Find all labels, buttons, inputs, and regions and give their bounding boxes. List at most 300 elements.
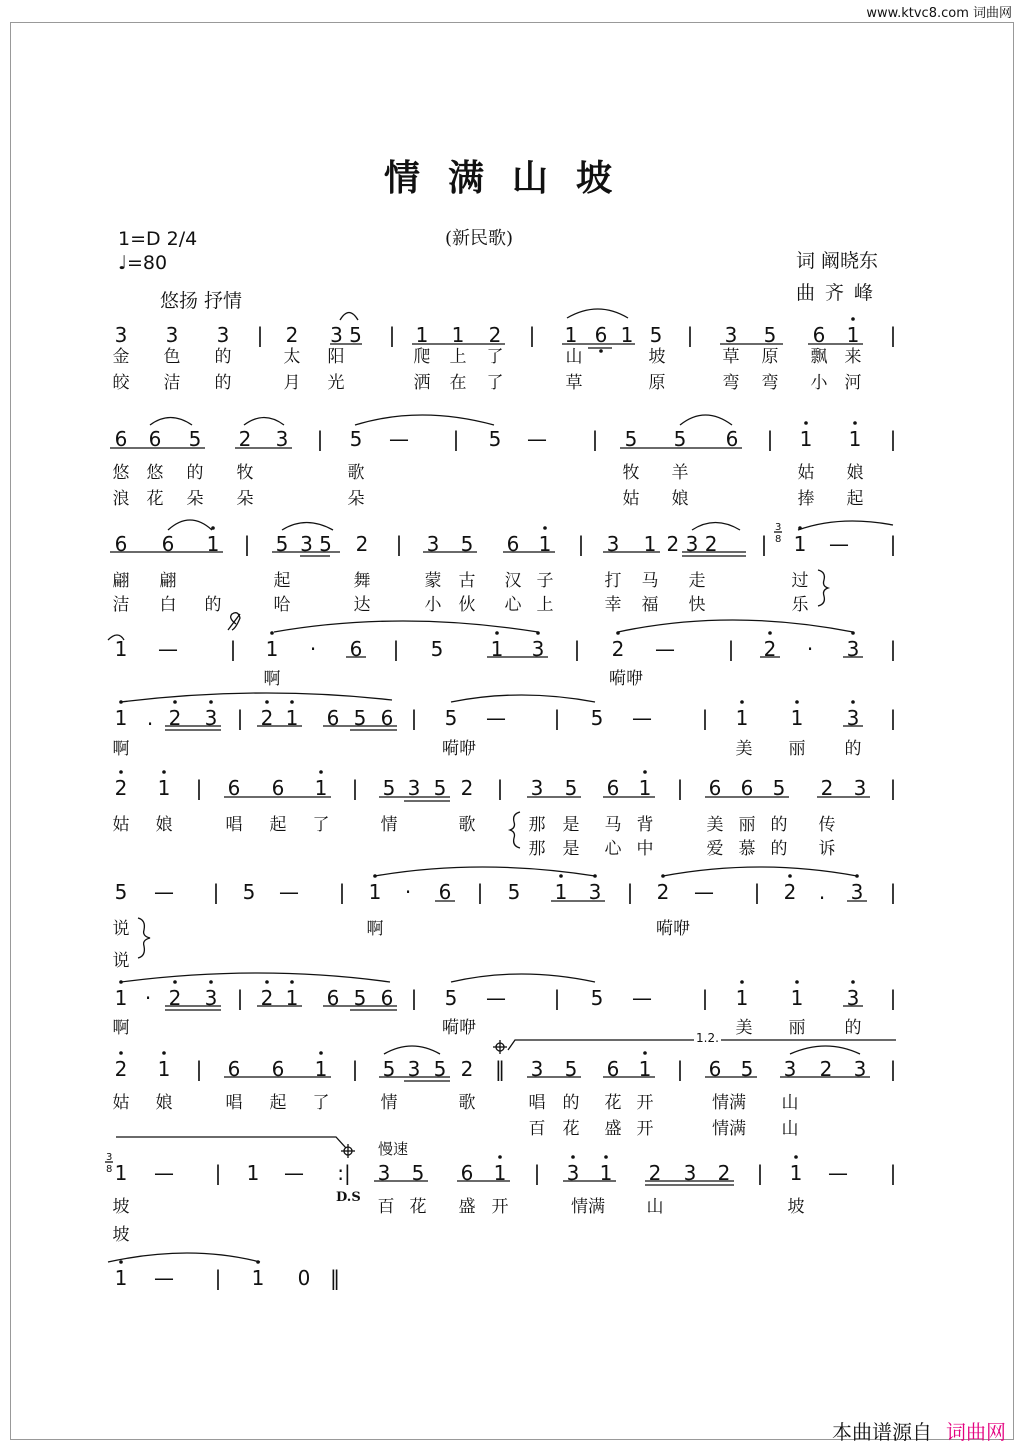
brace — [818, 570, 828, 606]
lyric-syllable: 翩 — [112, 571, 130, 591]
lyric-syllable: 牧 — [622, 463, 640, 483]
lyric-syllable: 盛 — [458, 1197, 476, 1217]
note: 1 — [793, 532, 807, 556]
note: — — [389, 427, 409, 451]
lyric-syllable: 中 — [636, 839, 654, 859]
lyric-syllable: 过 — [791, 571, 809, 591]
note: 6 — [271, 1057, 285, 1081]
note: 6 — [227, 1057, 241, 1081]
lyric-syllable: 丽 — [738, 815, 756, 835]
lyric-syllable: 起 — [269, 815, 287, 835]
coda-line — [116, 1137, 346, 1148]
note: 6 — [725, 427, 739, 451]
lyric-syllable: 嗬咿 — [609, 669, 643, 689]
lyric-syllable: 坡 — [112, 1197, 130, 1217]
note: 1 — [368, 880, 382, 904]
svg-text:3: 3 — [106, 1152, 113, 1163]
barline: :| — [337, 1161, 351, 1185]
note: 3 — [204, 986, 218, 1010]
note: 1 — [735, 986, 749, 1010]
note: 1 — [206, 532, 220, 556]
lyric-syllable: 乐 — [791, 595, 809, 615]
note: 3 — [204, 706, 218, 730]
barline: | — [766, 427, 774, 451]
lyric-syllable: 唱 — [225, 815, 243, 835]
lyric-syllable: 弯 — [722, 373, 740, 393]
beams — [110, 344, 870, 1185]
note: 1 — [493, 1161, 507, 1185]
note: 5 — [763, 323, 777, 347]
barline: | — [676, 776, 684, 800]
note: 6 — [606, 776, 620, 800]
note: 3 — [683, 1161, 697, 1185]
lyric-syllable: 坡 — [787, 1197, 805, 1217]
note: 2 — [819, 1057, 833, 1081]
note: 0 — [297, 1266, 311, 1290]
lyric-syllable: 了 — [312, 815, 330, 835]
barline: | — [256, 323, 264, 347]
note: · — [144, 986, 152, 1010]
lyric-syllable: 娘 — [155, 1093, 173, 1113]
note: · — [806, 637, 814, 661]
lyric-syllable: 福 — [641, 595, 659, 615]
note: 1 — [799, 427, 813, 451]
barline: | — [889, 427, 897, 451]
note: 2 — [260, 986, 274, 1010]
lyric-syllable: 牧 — [236, 463, 254, 483]
lyric-syllable: 的 — [770, 815, 788, 835]
note: 5 — [590, 706, 604, 730]
lyric-syllable: 达 — [353, 595, 371, 615]
note: 2 — [114, 776, 128, 800]
note: 2 — [260, 706, 274, 730]
note: 5 — [507, 880, 521, 904]
note: 6 — [380, 986, 394, 1010]
lyric-syllable: 嗬咿 — [656, 919, 690, 939]
note: 2 — [238, 427, 252, 451]
note: 3 — [531, 637, 545, 661]
note: 6 — [438, 880, 452, 904]
note: 6 — [506, 532, 520, 556]
note: 6 — [460, 1161, 474, 1185]
lyric-syllable: 是 — [562, 815, 580, 835]
lyric-syllable: 那 — [528, 839, 546, 859]
lyric-syllable: 丽 — [788, 739, 806, 759]
note: 5 — [353, 986, 367, 1010]
note: 2 — [460, 1057, 474, 1081]
volta-label: 1.2. — [696, 1031, 719, 1045]
slur — [340, 313, 358, 321]
lyric-syllable: 浪 — [112, 489, 130, 509]
note: 5 — [114, 880, 128, 904]
lyric-syllable: 娘 — [671, 489, 689, 509]
barline: | — [686, 323, 694, 347]
lyric-syllable: 在 — [449, 373, 467, 393]
lyric-syllable: 马 — [604, 815, 622, 835]
lyric-syllable: 打 — [604, 571, 622, 591]
lyric-syllable: 翩 — [159, 571, 177, 591]
expression-marking: 悠扬 抒情 — [160, 290, 243, 312]
slur — [451, 695, 595, 702]
note: 1 — [638, 1057, 652, 1081]
note: — — [694, 880, 714, 904]
note: — — [154, 880, 174, 904]
note: 6 — [812, 323, 826, 347]
note: 1 — [114, 1266, 128, 1290]
genre-subtitle: (新民歌) — [445, 228, 514, 249]
note: 5 — [353, 706, 367, 730]
barline: | — [701, 706, 709, 730]
note: — — [632, 986, 652, 1010]
note: 2 — [763, 637, 777, 661]
slur — [451, 974, 595, 982]
note: 1 — [265, 637, 279, 661]
lyric-syllable: 了 — [312, 1093, 330, 1113]
note: 6 — [148, 427, 162, 451]
lyric-syllable: 啊 — [112, 1018, 130, 1038]
lyric-syllable: 了 — [486, 373, 504, 393]
barline: | — [392, 637, 400, 661]
lyric-syllable: 背 — [636, 815, 654, 835]
lyric-syllable: 花 — [409, 1197, 427, 1217]
note: 6 — [227, 776, 241, 800]
note: 3 — [846, 986, 860, 1010]
note: 5 — [275, 532, 289, 556]
note: 2 — [820, 776, 834, 800]
note: 6 — [326, 706, 340, 730]
lyric-syllable: 马 — [641, 571, 659, 591]
lyric-syllable: 心 — [604, 839, 622, 859]
lyric-syllable: 丽 — [788, 1018, 806, 1038]
note: 5 — [488, 427, 502, 451]
lyric-syllable: 情满 — [712, 1119, 746, 1139]
lyric-syllable: 原 — [648, 373, 666, 393]
barline: | — [889, 532, 897, 556]
note: 1 — [564, 323, 578, 347]
note: 1 — [246, 1161, 260, 1185]
barline: | — [573, 637, 581, 661]
lyric-syllable: 舞 — [353, 571, 371, 591]
lyric-syllable: 美 — [706, 815, 724, 835]
lyric-syllable: 花 — [604, 1093, 622, 1113]
slur — [618, 620, 853, 632]
lyric-syllable: 的 — [214, 347, 232, 367]
slur — [108, 635, 124, 640]
note: 3 — [846, 637, 860, 661]
barline: | — [701, 986, 709, 1010]
note: 2 — [611, 637, 625, 661]
barline: | — [577, 532, 585, 556]
lyric-syllable: 太 — [283, 347, 301, 367]
barline: | — [889, 706, 897, 730]
note: 3 — [850, 880, 864, 904]
lyric-syllable: 弯 — [761, 373, 779, 393]
watermark-bottom[interactable] — [832, 1416, 1006, 1445]
note: 3 — [407, 1057, 421, 1081]
lyric-syllable: 唱 — [528, 1093, 546, 1113]
lyric-syllable: 姑 — [622, 489, 640, 509]
note: 1 — [157, 776, 171, 800]
note: 2 — [168, 986, 182, 1010]
lyric-syllable: 汉 — [504, 571, 522, 591]
lyric-syllable: 情 — [380, 1093, 398, 1113]
lyric-syllable: 百 — [528, 1119, 546, 1139]
barline: | — [676, 1057, 684, 1081]
note: 3 — [530, 1057, 544, 1081]
barline: | — [727, 637, 735, 661]
note: 3 — [783, 1057, 797, 1081]
note: 3 — [216, 323, 230, 347]
note: 3 — [853, 776, 867, 800]
barline: | — [243, 532, 251, 556]
lyric-syllable: 来 — [844, 347, 862, 367]
watermark-bottom-right[interactable]: 词曲网 — [946, 1420, 1006, 1444]
barline: | — [591, 427, 599, 451]
lyric-syllable: 小 — [424, 595, 442, 615]
lyric-syllable: 开 — [491, 1197, 509, 1217]
coda-icon-2 — [341, 1144, 355, 1158]
lyric-syllable: 那 — [528, 815, 546, 835]
note: 6 — [349, 637, 363, 661]
note: 5 — [382, 776, 396, 800]
lyric-syllable: 坡 — [648, 347, 666, 367]
note: 1 — [285, 706, 299, 730]
note: 1 — [285, 986, 299, 1010]
brace — [510, 812, 520, 848]
barline: | — [351, 1057, 359, 1081]
note: 1 — [114, 1161, 128, 1185]
lyric-syllable: 洁 — [163, 373, 181, 393]
note: 1 — [790, 986, 804, 1010]
barline: | — [889, 1057, 897, 1081]
note: 5 — [411, 1161, 425, 1185]
note: 1 — [538, 532, 552, 556]
lyric-syllable: 盛 — [604, 1119, 622, 1139]
lyric-syllable: 美 — [735, 1018, 753, 1038]
slur — [274, 621, 538, 632]
lyric-syllable: 朵 — [186, 489, 204, 509]
song-title: 情满山坡 — [383, 157, 640, 199]
note: 5 — [242, 880, 256, 904]
note: 5 — [188, 427, 202, 451]
note: 1 — [114, 706, 128, 730]
note: 1 — [638, 776, 652, 800]
svg-text:8: 8 — [775, 534, 782, 545]
lyric-syllable: 羊 — [671, 463, 689, 483]
lyric-syllable: 捧 — [797, 489, 815, 509]
barline: | — [410, 706, 418, 730]
note: 5 — [564, 776, 578, 800]
barline: | — [889, 323, 897, 347]
note: 1 — [314, 1057, 328, 1081]
note: 3 — [846, 706, 860, 730]
note: — — [154, 1161, 174, 1185]
note: — — [154, 1266, 174, 1290]
note: — — [828, 1161, 848, 1185]
note: 1 — [314, 776, 328, 800]
note: 3 — [426, 532, 440, 556]
lyric-syllable: 悠 — [112, 463, 130, 483]
note: 6 — [594, 323, 608, 347]
note: 5 — [382, 1057, 396, 1081]
lyric-syllable: 洒 — [413, 373, 431, 393]
note: 1 — [415, 323, 429, 347]
lyric-syllable: 起 — [846, 489, 864, 509]
lyric-syllable: 嗬咿 — [442, 1018, 476, 1038]
lyric-syllable: 心 — [504, 595, 522, 615]
barline: | — [889, 1161, 897, 1185]
note: 5 — [564, 1057, 578, 1081]
barline: | — [388, 323, 396, 347]
lyric-syllable: 小 — [810, 373, 828, 393]
note: 1 — [451, 323, 465, 347]
lyric-syllable: 山 — [646, 1197, 664, 1217]
note: 1 — [251, 1266, 265, 1290]
note: 3 — [377, 1161, 391, 1185]
note: 3 5 — [330, 323, 362, 347]
lyric-syllable: 起 — [269, 1093, 287, 1113]
note: · — [404, 880, 412, 904]
note: 2 3 2 — [666, 532, 718, 556]
lyric-syllable: 古 — [458, 571, 476, 591]
barline: | — [316, 427, 324, 451]
note: 3 — [275, 427, 289, 451]
note: 1 — [789, 1161, 803, 1185]
lyric-syllable: 子 — [536, 571, 554, 591]
note: 3 — [853, 1057, 867, 1081]
lyric-syllable: 的 — [214, 373, 232, 393]
lyric-syllable: 啊 — [112, 739, 130, 759]
note: 3 — [566, 1161, 580, 1185]
barline: ‖ — [495, 1057, 505, 1081]
note: 5 — [590, 986, 604, 1010]
barline: | — [338, 880, 346, 904]
lyric-syllable: 爱 — [706, 839, 724, 859]
tempo-marking: ♩=80 — [118, 252, 168, 274]
lyric-syllable: 传 — [818, 815, 836, 835]
note: 2 — [355, 532, 369, 556]
note: 1 — [735, 706, 749, 730]
note: 1 — [490, 637, 504, 661]
key-signature: 1=D 2/4 — [118, 228, 198, 250]
segno-icon — [228, 613, 240, 630]
note: . — [146, 706, 154, 730]
note: 5 — [649, 323, 663, 347]
lyric-syllable: 草 — [722, 347, 740, 367]
watermark-top[interactable]: www.ktvc8.com 词曲网 — [866, 6, 1012, 21]
note: 5 — [444, 706, 458, 730]
note: 1 — [114, 637, 128, 661]
note: — — [527, 427, 547, 451]
note: 6 — [708, 1057, 722, 1081]
note: 3 — [724, 323, 738, 347]
note: 1 — [620, 323, 634, 347]
note: 2 — [648, 1161, 662, 1185]
slur — [567, 309, 628, 318]
lyric-syllable: 朵 — [236, 489, 254, 509]
lyric-syllable: 姑 — [112, 1093, 130, 1113]
lyric-syllable: 走 — [688, 571, 706, 591]
lyric-syllable: 姑 — [112, 815, 130, 835]
note: 6 — [114, 532, 128, 556]
slur — [282, 523, 333, 531]
lyric-syllable: 山 — [781, 1119, 799, 1139]
barline: | — [533, 1161, 541, 1185]
lyric-syllable: 美 — [735, 739, 753, 759]
barline: | — [528, 323, 536, 347]
lyric-syllable: 歌 — [347, 463, 365, 483]
lyric-syllable: 草 — [565, 373, 583, 393]
barline: | — [760, 532, 768, 556]
slur — [150, 418, 192, 426]
barline: | — [753, 880, 761, 904]
lyric-syllable: 情 — [380, 815, 398, 835]
note: 6 — [740, 776, 754, 800]
slur — [790, 1046, 860, 1054]
note: — — [486, 706, 506, 730]
barline: | — [496, 776, 504, 800]
note: 1 — [846, 323, 860, 347]
lyric-syllable: 娘 — [846, 463, 864, 483]
note: 3 — [165, 323, 179, 347]
lyric-syllable: 唱 — [225, 1093, 243, 1113]
barline: | — [756, 1161, 764, 1185]
lyric-syllable: 山 — [565, 347, 583, 367]
lyric-syllable: 歌 — [458, 815, 476, 835]
barline: | — [476, 880, 484, 904]
note: 3 — [114, 323, 128, 347]
barline: | — [195, 776, 203, 800]
note: 5 — [444, 986, 458, 1010]
lyric-syllable: 情满 — [712, 1093, 746, 1113]
barline: | — [889, 776, 897, 800]
note: 2 — [717, 1161, 731, 1185]
slow-tempo-marking: 慢速 — [378, 1140, 409, 1158]
note: — — [158, 637, 178, 661]
note: 1 — [157, 1057, 171, 1081]
slur — [168, 520, 212, 530]
lyric-syllable: 啊 — [263, 669, 281, 689]
note: 6 — [161, 532, 175, 556]
note: 2 — [783, 880, 797, 904]
slur — [121, 973, 390, 982]
lyric-syllable: 洁 — [112, 595, 130, 615]
note: — — [655, 637, 675, 661]
slur — [692, 523, 740, 531]
lyric-syllable: 说 — [112, 919, 130, 939]
note: 1 — [599, 1161, 613, 1185]
note: 1 — [848, 427, 862, 451]
note: 6 — [606, 1057, 620, 1081]
lyric-syllable: 花 — [146, 489, 164, 509]
barline: | — [626, 880, 634, 904]
note: — — [486, 986, 506, 1010]
barline: | — [553, 986, 561, 1010]
lyric-syllable: 河 — [844, 373, 862, 393]
note: 3 — [407, 776, 421, 800]
note: 5 — [433, 776, 447, 800]
lyric-syllable: 开 — [636, 1119, 654, 1139]
svg-text:8: 8 — [106, 1164, 113, 1175]
note: — — [632, 706, 652, 730]
note: 5 — [349, 427, 363, 451]
note: 1 — [643, 532, 657, 556]
slur — [384, 1046, 440, 1054]
note: 3 5 — [300, 532, 332, 556]
note: — — [829, 532, 849, 556]
lyric-syllable: 说 — [112, 951, 130, 971]
barline: | — [236, 706, 244, 730]
